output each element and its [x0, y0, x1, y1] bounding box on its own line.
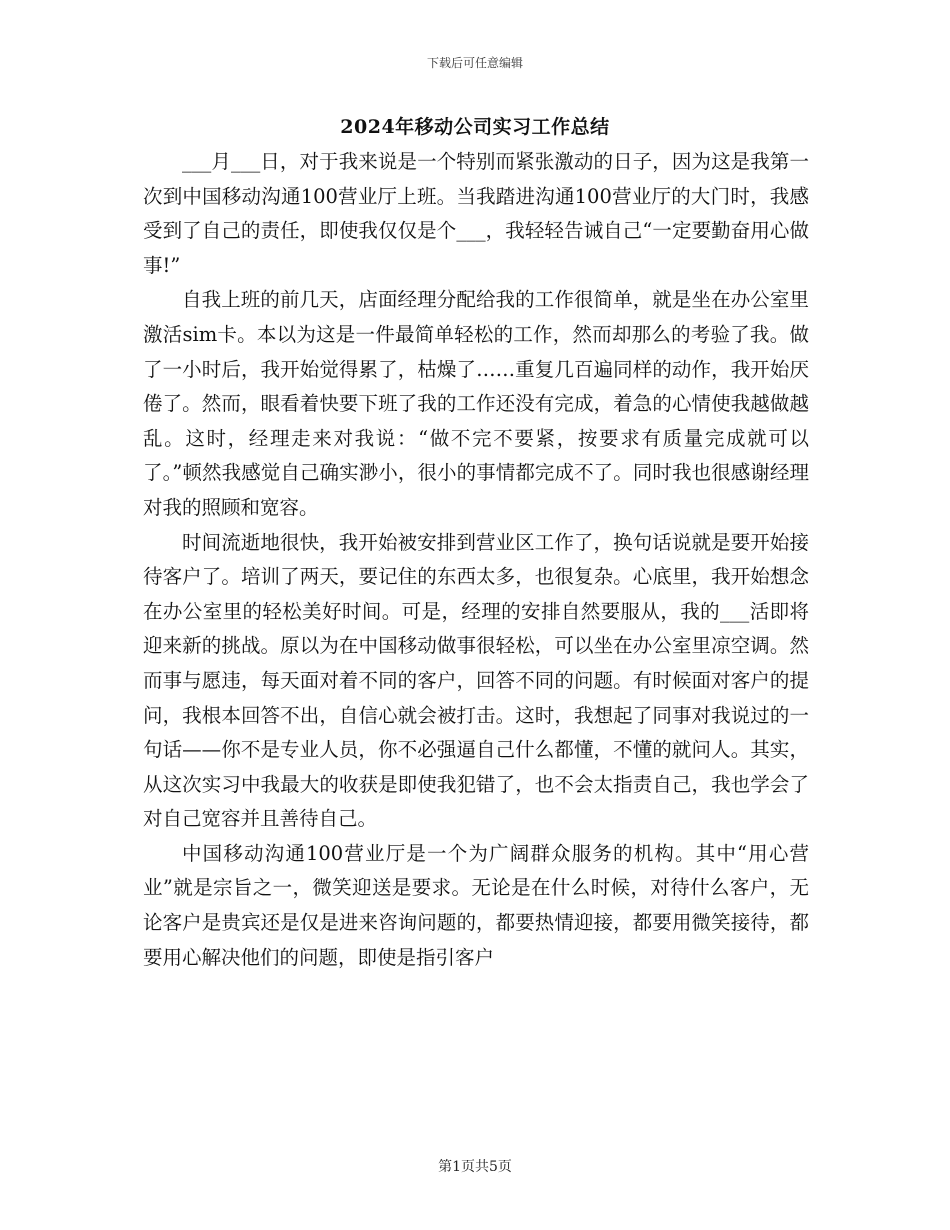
page-number: 第1页共5页 — [438, 1159, 512, 1175]
paragraph-1: ___月___日，对于我来说是一个特别而紧张激动的日子，因为这是我第一次到中国移动沟通100营业厅上班。当我踏进沟通100营业厅的大门时，我感受到了自己的责任，即使我仅仅是个___，我轻轻告诫自己“一定要勤奋用心做事!” — [143, 150, 809, 277]
paragraph-3: 时间流逝地很快，我开始被安排到营业区工作了，换句话说就是要开始接待客户了。培训了两天，要记住的东西太多，也很复杂。心底里，我开始想念在办公室里的轻松美好时间。可是，经理的安排自然要服从，我的___活即将迎来新的挑战。原以为在中国移动做事很轻松，可以坐在办公室里凉空调。然而事与愿违，每天面对着不同的客户，回答不同的问题。有时候面对客户的提问，我根本回答不出，自信心就会被打击。这时，我想起了同事对我说过的一句话——你不是专业人员，你不必强逼自己什么都懂，不懂的就问人。其实，从这次实习中我最大的收获是即使我犯错了，也不会太指责自己，我也学会了对自己宽容并且善待自己。 — [143, 530, 809, 831]
document-title: 2024年移动公司实习工作总结 — [340, 116, 610, 138]
paragraph-4: 中国移动沟通100营业厅是一个为广阔群众服务的机构。其中“用心营业”就是宗旨之一，微笑迎送是要求。无论是在什么时候，对待什么客户，无论客户是贵宾还是仅是进来咨询问题的，都要热情迎接，都要用微笑接待，都要用心解决他们的问题，即使是指引客户 — [143, 841, 809, 969]
header-note: 下载后可任意编辑 — [426, 56, 523, 70]
paragraph-2: 自我上班的前几天，店面经理分配给我的工作很简单，就是坐在办公室里激活sim卡。本以为这是一件最简单轻松的工作，然而却那么的考验了我。做了一小时后，我开始觉得累了，枯燥了……重复几百遍同样的动作，我开始厌倦了。然而，眼看着快要下班了我的工作还没有完成，着急的心情使我越做越乱。这时，经理走来对我说：“做不完不要紧，按要求有质量完成就可以了。”顿然我感觉自己确实渺小，很小的事情都完成不了。同时我也很感谢经理对我的照顾和宽容。 — [143, 288, 809, 519]
document-body — [143, 145, 809, 975]
